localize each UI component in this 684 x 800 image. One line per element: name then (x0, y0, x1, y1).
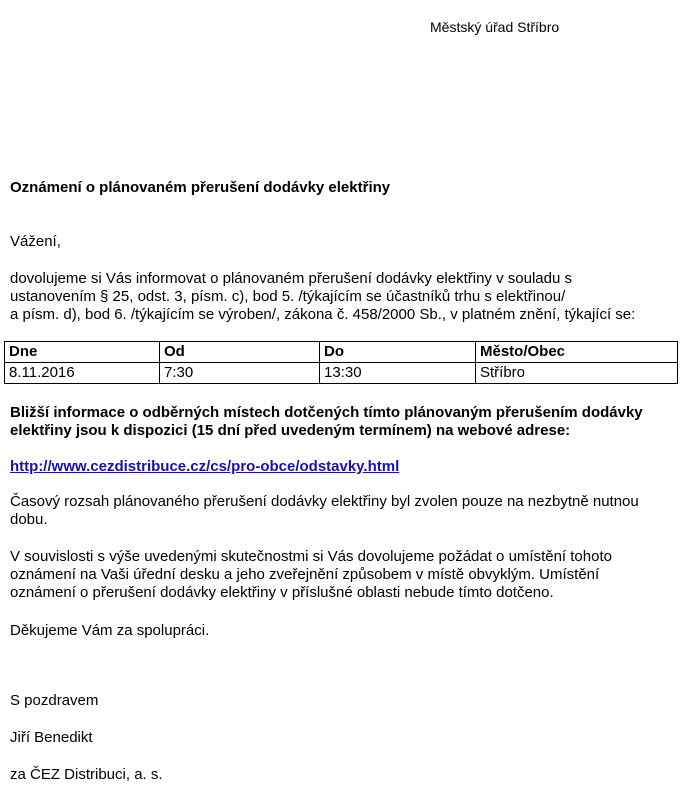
column-header-to: Do (320, 342, 476, 363)
context-paragraph (10, 548, 612, 602)
intro-line: ustanovením § 25, odst. 3, písm. c), bod 5. /týkajícím se účastníků trhu s elektřinou/ (10, 288, 566, 305)
table-row (5, 363, 678, 384)
signatory-name: Jiří Benedikt (10, 729, 93, 746)
info-line: elektřiny jsou k dispozici (15 dní před uvedeným termínem) na webové adrese: (10, 422, 571, 439)
salutation: Vážení, (10, 233, 61, 250)
cell-date: 8.11.2016 (5, 363, 160, 384)
time-line: Časový rozsah plánovaného přerušení dodávky elektřiny byl zvolen pouze na nezbytně nutnou (10, 493, 639, 510)
column-header-town: Město/Obec (476, 342, 678, 363)
time-paragraph (10, 493, 639, 529)
document-title: Oznámení o plánovaném přerušení dodávky elektřiny (10, 179, 391, 196)
cell-from: 7:30 (160, 363, 320, 384)
intro-paragraph (10, 270, 678, 324)
table-header-row (5, 342, 678, 363)
intro-line: a písm. d), bod 6. /týkajícím se výroben/, zákona č. 458/2000 Sb., v platném znění, týkající se: (10, 306, 636, 323)
outage-info-link[interactable]: http://www.cezdistribuce.cz/cs/pro-obce/odstavky.html (10, 458, 400, 475)
intro-line: dovolujeme si Vás informovat o plánovaném přerušení dodávky elektřiny v souladu s (10, 270, 572, 287)
cell-to: 13:30 (320, 363, 476, 384)
column-header-from: Od (160, 342, 320, 363)
context-line: oznámení na Vaši úřední desku a jeho zveřejnění způsobem v místě obvyklým. Umístění (10, 566, 600, 583)
outage-table (4, 341, 678, 384)
info-paragraph (10, 404, 643, 440)
info-line: Bližší informace o odběrných místech dotčených tímto plánovaným přerušením dodávky (10, 404, 643, 421)
company-name: za ČEZ Distribuci, a. s. (10, 766, 163, 783)
context-line: oznámení o přerušení dodávky elektřiny v příslušné oblasti nebude tímto dotčeno. (10, 584, 554, 601)
column-header-date: Dne (5, 342, 160, 363)
recipient-address: Městský úřad Stříbro (430, 19, 560, 35)
time-line: dobu. (10, 511, 48, 528)
context-line: V souvislosti s výše uvedenými skutečnostmi si Vás dovolujeme požádat o umístění tohoto (10, 548, 612, 565)
closing-regards: S pozdravem (10, 692, 99, 709)
cell-town: Stříbro (476, 363, 678, 384)
thanks-text: Děkujeme Vám za spolupráci. (10, 622, 210, 639)
